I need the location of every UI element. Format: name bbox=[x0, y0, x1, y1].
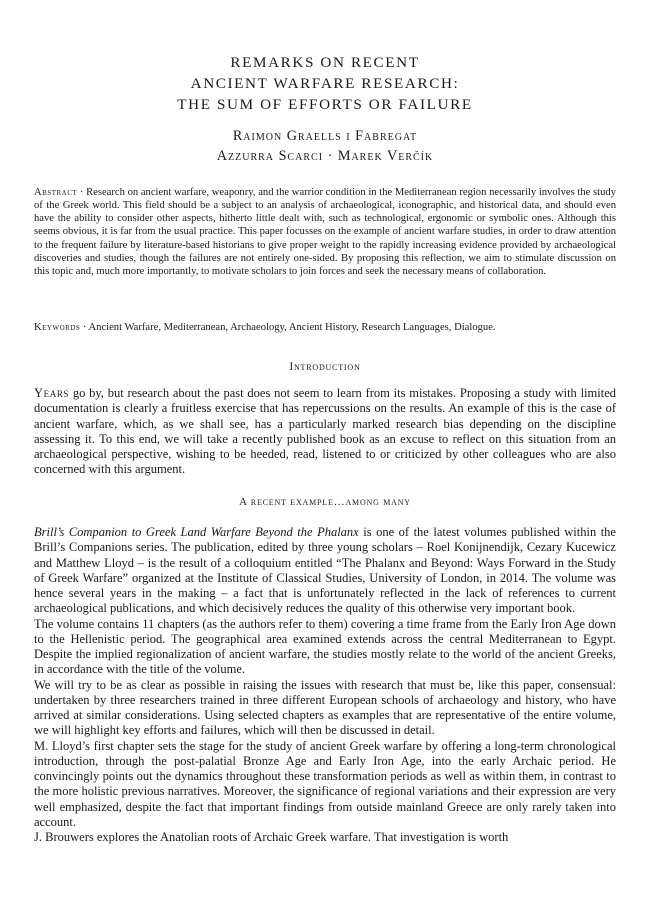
introduction-heading: Introduction bbox=[289, 361, 361, 373]
keywords-label: Keywords bbox=[34, 322, 81, 333]
paragraph-5: J. Brouwers explores the Anatolian roots of Archaic Greek warfare. That investigation is worth bbox=[34, 830, 509, 844]
title-line-2: ANCIENT WARFARE RESEARCH: bbox=[190, 75, 460, 92]
title-line-3: THE SUM OF EFFORTS OR FAILURE bbox=[177, 96, 473, 113]
keywords-text: Ancient Warfare, Mediterranean, Archaeology, Ancient History, Research Languages, Dialogue. bbox=[88, 322, 496, 333]
example-section-heading: A recent example…among many bbox=[239, 496, 411, 508]
paragraph-1-text: is one of the latest volumes published within the Brill’s Companions series. The publication, edited by three young scholars – Roel Konijnendijk, Cezary Kucewicz and Matthew Lloyd – is the result of a colloquium entitled “The Phalanx and Beyond: Ways Forward in the Study of Greek Warfare” organized at the Institute of Classical Studies, University of London, in 2014. The volume was hence several years in the making – a fact that is unfortunately reflected in the lack of references to current archaeological publications, and which decisively reduces the quality of this otherwise very important book. bbox=[34, 525, 616, 616]
introduction-dropcap: Years bbox=[34, 386, 70, 400]
author-line-1: Raimon Graells i Fabregat bbox=[232, 128, 418, 144]
author-line-2: Azzurra Scarci · Marek Verčík bbox=[216, 148, 434, 164]
abstract-separator: · bbox=[77, 187, 87, 198]
paragraph-2: The volume contains 11 chapters (as the authors refer to them) covering a time frame from the Early Iron Age down to the Hellenistic period. The geographical area examined extends across the central Mediterranean to Egypt. Despite the implied regionalization of ancient warfare, the studies mostly relate to the world of the ancient Greeks, in accordance with the title of the volume. bbox=[34, 616, 616, 677]
keywords bbox=[34, 321, 616, 334]
paragraph-4: M. Lloyd’s first chapter sets the stage for the study of ancient Greek warfare by offering a long-term chronological introduction, through the post-palatial Bronze Age and Early Iron Age, into the early Archaic period. He convincingly points out the dynamics throughout these transformation periods as well as within them, in contrast to the more holistic previous narratives. Moreover, the significance of regional variations and their expression are very well emphasized, despite the fact that important findings from outside mainland Greece are only rarely taken into account. bbox=[34, 738, 616, 829]
abstract bbox=[34, 186, 616, 278]
abstract-label: Abstract bbox=[34, 187, 78, 198]
example-section-body bbox=[34, 525, 616, 845]
introduction-body bbox=[34, 386, 616, 478]
paragraph-1 bbox=[34, 525, 616, 617]
introduction-paragraph bbox=[34, 386, 616, 478]
keywords-separator: · bbox=[80, 322, 89, 333]
introduction-text: go by, but research about the past does not seem to learn from its mistakes. Proposing a study with limited documentation is clearly a fruitless exercise that has repercussions on the results. An example of this is the case of ancient warfare, which, as we shall see, has a particularly marked research bias depending on the discipline assessing it. To this end, we will take a recently published book as an excuse to reflect on this situation from an archaeological perspective, wishing to be heeded, read, listened to or criticized by other colleagues who are also concerned with this argument. bbox=[34, 386, 616, 477]
author-list bbox=[34, 126, 616, 166]
book-title: Brill’s Companion to Greek Land Warfare Beyond the Phalanx bbox=[34, 525, 359, 539]
abstract-text: Research on ancient warfare, weaponry, and the warrior condition in the Mediterranean region necessarily involves the study of the Greek world. This field should be a subject to an analysis of archaeological, iconographic, and historical data, and should even have the ability to consider other aspects, hitherto little dealt with, such as technological, ergonomic or symbolic ones. Although this seems obvious, it is far from the usual practice. This paper focusses on the example of ancient warfare studies, in order to draw attention to the frequent failure by literature-based historians to give proper weight to the rapidly increasing evidence provided by archaeological discoveries and studies, though the failures are not entirely one-sided. By proposing this reflection, we aim to stimulate discussion on this topic and, much more importantly, to motivate scholars to join forces and seek the necessary means of collaboration. bbox=[34, 187, 616, 277]
paper-title bbox=[34, 52, 616, 115]
paragraph-3: We will try to be as clear as possible in raising the issues with research that must be, like this paper, consensual: undertaken by three researchers trained in three different European schools of archaeology and history, who have arrived at similar considerations. Using selected chapters as examples that are representative of the entire volume, we will highlight key efforts and failures, which will then be discussed in detail. bbox=[34, 677, 616, 738]
title-line-1: REMARKS ON RECENT bbox=[230, 54, 420, 71]
